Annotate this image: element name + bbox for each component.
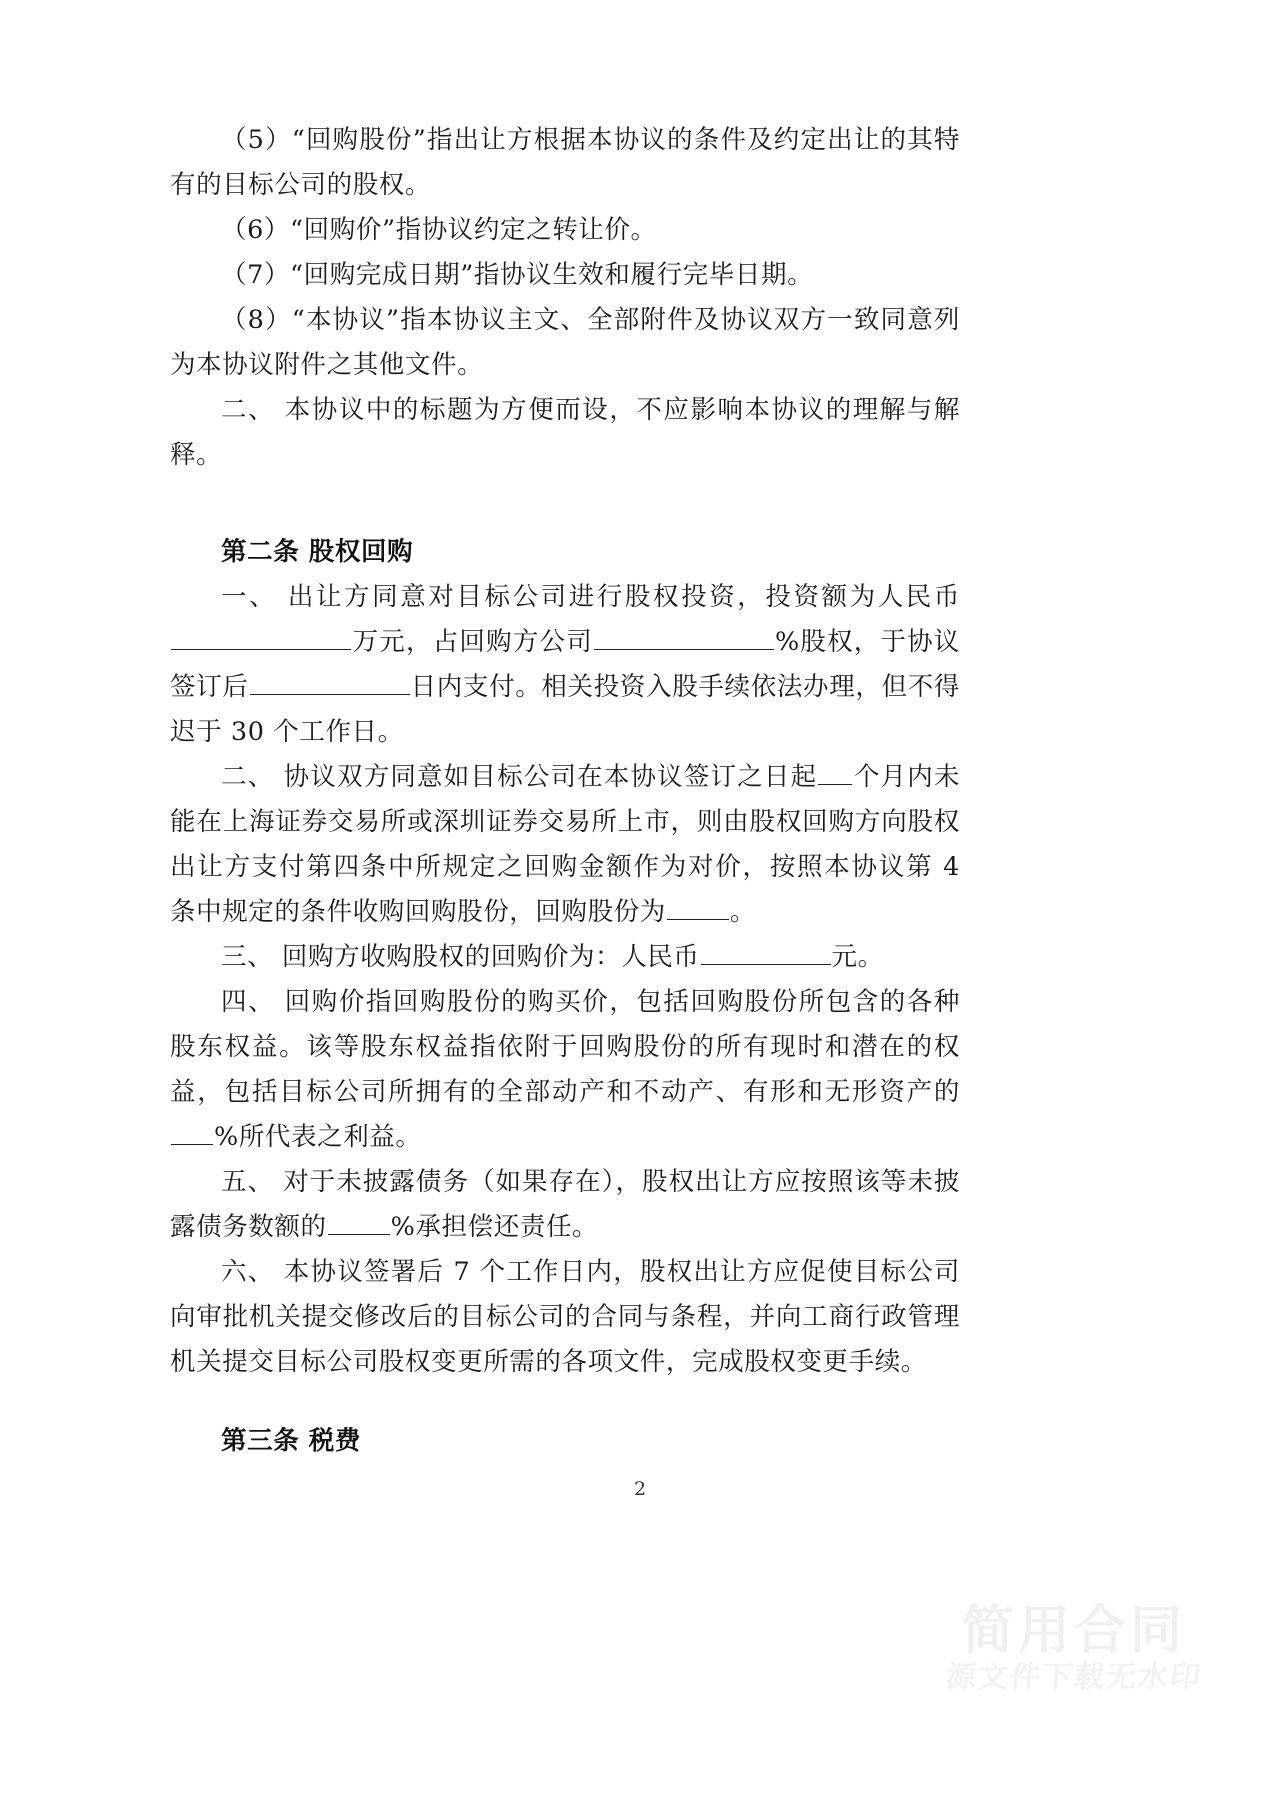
article-two-item-1-mid2: %股权，于协议签订后 — [170, 627, 960, 702]
watermark — [946, 1602, 1202, 1696]
clause-one-item-two: 二、 本协议中的标题为方便而设，不应影响本协议的理解与解释。 — [170, 395, 960, 470]
definition-paragraph-7: （7）“回购完成日期”指协议生效和履行完毕日期。 — [221, 260, 814, 290]
definition-paragraph-5: （5）“回购股份”指出让方根据本协议的条件及约定出让的其特有的目标公司的股权。 — [170, 125, 960, 200]
article-two-item-3-prefix: 三、 回购方收购股权的回购价为：人民币 — [221, 942, 700, 972]
article-two-item-4 — [170, 980, 960, 1160]
article-two-item-4-suffix: %所代表之利益。 — [214, 1122, 422, 1152]
article-two-item-1-prefix: 一、 出让方同意对目标公司进行股权投资，投资额为人民币 — [221, 582, 960, 612]
article-two-item-5-suffix: %承担偿还责任。 — [390, 1212, 599, 1242]
article-two-item-2-mid1: 个月内未能在上海证券交易所或深圳证券交易所上市，则由股权回购方向股权出让方支付第四条中所规定之回购金额作为对价，按照本协议第 4 条中规定的条件收购回购股份，回购股份为 — [170, 762, 960, 927]
watermark-tagline: 源文件下载无水印 — [944, 1660, 1204, 1696]
article-two-heading: 第二条 股权回购 — [221, 537, 414, 567]
repurchase-shares-blank[interactable] — [667, 894, 729, 921]
article-two-item-1-mid3: 日内支付。相关投资入股手续依法办理，但不得迟于 30 个工作日。 — [170, 672, 960, 747]
section-gap — [170, 478, 960, 530]
article-two-item-1 — [170, 575, 960, 755]
article-two-item-1-mid1: 万元，占回购方公司 — [352, 627, 593, 657]
article-two-item-6: 六、 本协议签署后 7 个工作日内，股权出让方应促使目标公司向审批机关提交修改后的目标公司的合同与条程，并向工商行政管理机关提交目标公司股权变更所需的各项文件，完成股权变更手续。 — [170, 1257, 960, 1377]
page-number: 2 — [633, 1478, 647, 1500]
document-body — [170, 118, 960, 1464]
payment-days-blank[interactable] — [250, 669, 410, 696]
article-two-item-2-prefix: 二、 协议双方同意如目标公司在本协议签订之日起 — [221, 762, 818, 792]
section-gap-two — [170, 1385, 960, 1419]
equity-percentage-blank[interactable] — [594, 624, 774, 651]
article-two-item-2-suffix: 。 — [729, 897, 757, 927]
definition-paragraph-6: （6）“回购价”指协议约定之转让价。 — [221, 215, 657, 245]
article-two-item-3-suffix: 元。 — [831, 942, 884, 972]
repurchase-price-blank[interactable] — [701, 939, 831, 966]
article-two-item-3 — [170, 935, 960, 980]
watermark-brand: 简用合同 — [961, 1601, 1186, 1661]
asset-interest-percentage-blank[interactable] — [171, 1119, 213, 1146]
article-two-item-4-prefix: 四、 回购价指回购股份的购买价，包括回购股份所包含的各种股东权益。该等股东权益指依附于回购股份的所有现时和潜在的权益，包括目标公司所拥有的全部动产和不动产、有形和无形资产的 — [170, 987, 960, 1107]
listing-months-blank[interactable] — [818, 759, 852, 786]
article-three-heading: 第三条 税费 — [221, 1426, 361, 1456]
article-two-item-5 — [170, 1160, 960, 1250]
investment-amount-blank[interactable] — [171, 624, 351, 651]
article-two-item-5-prefix: 五、 对于未披露债务（如果存在），股权出让方应按照该等未披露债务数额的 — [170, 1167, 960, 1242]
article-two-item-2 — [170, 755, 960, 935]
undisclosed-debt-percentage-blank[interactable] — [328, 1209, 390, 1236]
definition-paragraph-8: （8）“本协议”指本协议主文、全部附件及协议双方一致同意列为本协议附件之其他文件。 — [170, 305, 960, 380]
